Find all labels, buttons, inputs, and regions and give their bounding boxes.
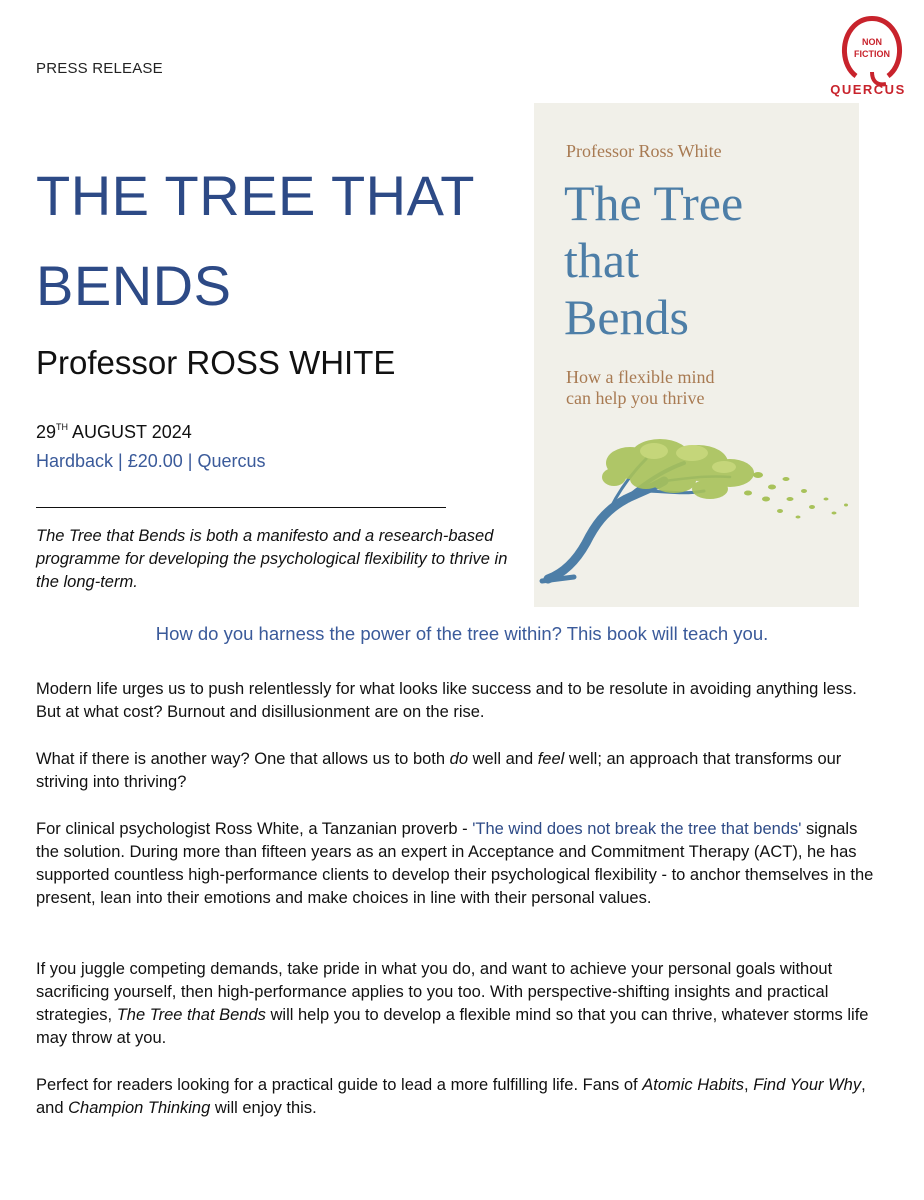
book-title-line-1: THE TREE THAT — [36, 164, 475, 227]
p4-book-title: The Tree that Bends — [116, 1006, 266, 1024]
book-title-line-2: BENDS — [36, 254, 232, 317]
author-name: Professor ROSS WHITE — [36, 344, 396, 381]
cover-title-line-2: that — [564, 232, 639, 288]
date-month-year: AUGUST 2024 — [68, 422, 192, 442]
cover-subtitle — [566, 367, 826, 409]
cover-subtitle-line-2: can help you thrive — [566, 388, 705, 408]
paragraph-2 — [36, 748, 884, 794]
comparable-title-3: Champion Thinking — [68, 1099, 211, 1117]
proverb-quote: 'The wind does not break the tree that bends' — [472, 820, 802, 838]
format-price-publisher: Hardback | £20.00 | Quercus — [36, 451, 266, 471]
logo-text-top: NON — [862, 37, 882, 47]
press-release-label: PRESS RELEASE — [36, 60, 163, 77]
paragraph-1: Modern life urges us to push relentlessly for what looks like success and to be resolute in avoiding anything less. But at what cost? Burnout and disillusionment are on the rise. — [36, 680, 857, 721]
p4-text-a: If you juggle competing demands, take pride in what you do, and want to achieve your personal goals without sacrificing yourself, then high-performance applies to you too. With perspective-shifting insights and practical strategies, — [36, 960, 833, 1024]
logo-wordmark: QUERCUS — [830, 82, 906, 97]
p5-text-b: will enjoy this. — [210, 1099, 317, 1117]
cover-title-line-1: The Tree — [564, 175, 744, 231]
p2-text-b: well and — [468, 750, 538, 768]
date-day: 29 — [36, 422, 57, 442]
book-summary: The Tree that Bends is both a manifesto and a research-based programme for developing the psychological flexibility to thrive in the long-term. — [36, 527, 508, 591]
paragraph-5 — [36, 1074, 884, 1120]
p5-text-a: Perfect for readers looking for a practical guide to lead a more fulfilling life. Fans of — [36, 1076, 643, 1094]
tagline: How do you harness the power of the tree within? This book will teach you. — [155, 623, 769, 644]
cover-author: Professor Ross White — [566, 141, 722, 161]
publication-date — [36, 422, 192, 443]
divider-line — [36, 507, 446, 508]
cover-subtitle-line-1: How a flexible mind — [566, 367, 715, 387]
p5-separator-1: , — [744, 1076, 754, 1094]
cover-title-line-3: Bends — [564, 289, 689, 345]
p2-emphasis-do: do — [449, 750, 468, 768]
date-suffix: TH — [56, 422, 69, 432]
bending-tree-illustration — [534, 433, 859, 593]
paragraph-3 — [36, 818, 884, 910]
p5-separator-2: , and — [36, 1076, 866, 1117]
comparable-title-2: Find Your Why — [753, 1076, 862, 1094]
paragraph-4 — [36, 958, 884, 1050]
book-cover — [534, 103, 859, 607]
p3-text-a: For clinical psychologist Ross White, a Tanzanian proverb - — [36, 820, 473, 838]
logo-text-bottom: FICTION — [854, 49, 890, 59]
cover-title — [564, 175, 743, 346]
comparable-title-1: Atomic Habits — [642, 1076, 745, 1094]
p2-text-a: What if there is another way? One that allows us to both — [36, 750, 450, 768]
p2-text-c: well; an approach that transforms our striving into thriving? — [36, 750, 842, 791]
p3-text-b: signals the solution. During more than fifteen years as an expert in Acceptance and Commitment Therapy (ACT), he has supported countless high-performance clients to develop their psychological flexibility - to anchor themselves in the present, lean into their emotions and make choices in line with their personal values. — [36, 820, 874, 907]
p4-text-b: will help you to develop a flexible mind so that you can thrive, whatever storms life may throw at you. — [36, 1006, 869, 1047]
p2-emphasis-feel: feel — [537, 750, 565, 768]
